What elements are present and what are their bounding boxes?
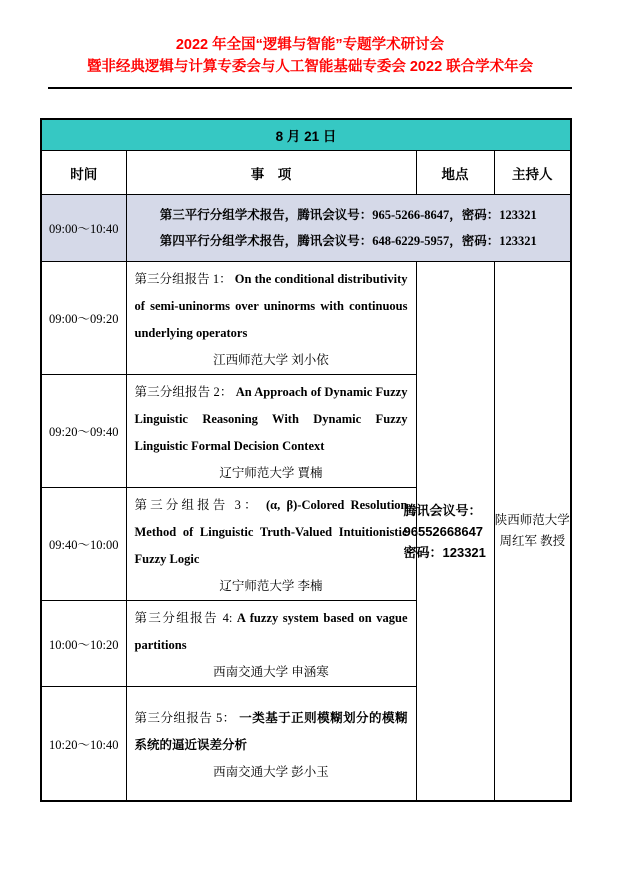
talk-1-title [127,262,416,347]
talk-1-time: 09:00～09:20 [41,262,126,375]
document-title-line2: 暨非经典逻辑与计算专委会与人工智能基础专委会 2022 联合学术年会 [86,59,534,75]
talk-2-cell [126,375,416,488]
talk-4-title [127,601,416,659]
talk-1-label: 第三分组报告 1： [134,272,235,286]
column-header-row [41,151,571,195]
column-header-host: 主持人 [494,151,571,195]
talk-4-label: 第三分组报告 4: [134,611,237,625]
venue-line-2: 96552668647 [403,523,484,539]
column-header-time: 时间 [41,151,126,195]
talk-4-time: 10:00～10:20 [41,601,126,687]
venue-line-1: 腾讯会议号： [403,502,482,518]
talk-5-label: 第三分组报告 5： [134,711,240,725]
column-header-venue: 地点 [416,151,494,195]
table-row [41,262,571,375]
talk-5-title [127,701,416,759]
schedule-table [40,118,572,802]
session-line-1: 第三平行分组学术报告，腾讯会议号：965-5266-8647，密码：123321 [159,208,537,222]
talk-2-speaker: 辽宁师范大学 賈楠 [219,466,323,480]
session-summary-cell [126,195,571,262]
talk-5-title-text: 一类基于正则模糊划分的模糊系统的逼近误差分析 [134,711,408,752]
date-header-row [41,119,571,151]
date-header: 8 月 21 日 [41,119,571,151]
talk-3-time: 09:40～10:00 [41,488,126,601]
venue-cell [403,262,494,802]
talk-3-cell [126,488,416,601]
talk-3-speaker: 辽宁师范大学 李楠 [219,579,323,593]
venue-line-3: 密码：123321 [403,544,486,560]
talk-4-title-text: A fuzzy system based on vague partitions [134,611,408,652]
session-summary [127,202,571,254]
document-title [0,0,620,78]
talk-5-cell [126,687,416,802]
talk-4-cell [126,601,416,687]
talk-2-label: 第三分组报告 2： [134,385,236,399]
session-summary-row [41,195,571,262]
talk-4-speaker: 西南交通大学 申涵寒 [213,665,329,679]
column-header-item: 事 项 [126,151,416,195]
talk-1-cell [126,262,416,375]
host-line-1: 陕西师范大学 [494,513,570,527]
session-line-2: 第四平行分组学术报告，腾讯会议号：648-6229-5957，密码：123321 [159,234,537,248]
talk-2-title-text: An Approach of Dynamic Fuzzy Linguistic Reasoning With Dynamic Fuzzy Linguistic Formal Decision Context [134,385,408,453]
talk-1-speaker: 江西师范大学 刘小依 [213,353,329,367]
talk-3-label: 第三分组报告 3： [134,498,266,512]
host-line-2: 周红军 教授 [499,534,566,548]
document-title-line1: 2022 年全国“逻辑与智能”专题学术研讨会 [175,37,445,53]
talk-2-time: 09:20～09:40 [41,375,126,488]
talk-5-time: 10:20～10:40 [41,687,126,802]
venue-info [404,500,506,563]
talk-3-title [127,488,416,573]
talk-2-title [127,375,416,460]
host-cell [494,262,571,802]
talk-1-title-text: On the conditional distributivity of semi-uninorms over uninorms with continuous underlying operators [134,272,408,340]
talk-3-title-text: (α, β)-Colored Resolution Method of Linguistic Truth-Valued Intuitionistic Fuzzy Logic [134,498,408,566]
session-time: 09:00～10:40 [41,195,126,262]
title-divider [48,87,572,89]
talk-5-speaker: 西南交通大学 彭小玉 [213,765,329,779]
